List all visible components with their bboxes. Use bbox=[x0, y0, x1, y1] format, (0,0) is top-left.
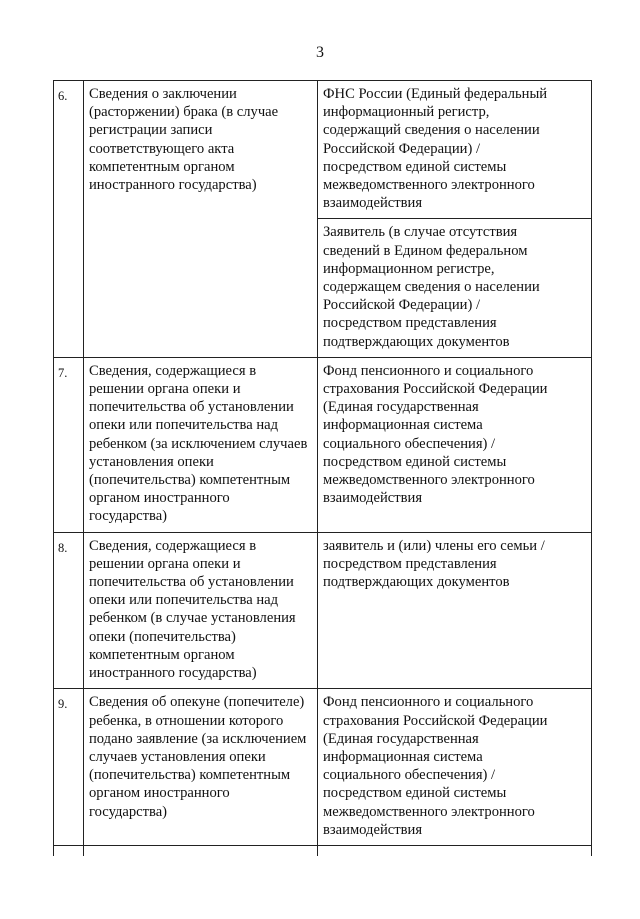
source-cell: Фонд пенсионного и социального страхования Российской Федерации (Единая государственная информационная система социального обеспечения) / посредством единой системы межведомственного электронного взаимодействия bbox=[318, 689, 592, 846]
table-continuation bbox=[54, 845, 592, 856]
info-cell: Сведения, содержащиеся в решении органа опеки и попечительства об установлении опеки или попечительства над ребенком (в случае установления опеки (попечительства) компетентным органом иностранного государства) bbox=[84, 532, 318, 689]
table-row bbox=[54, 532, 592, 689]
document-table bbox=[53, 80, 592, 856]
row-number: 6. bbox=[54, 81, 84, 358]
table-row bbox=[54, 81, 592, 219]
source-cell: Заявитель (в случае отсутствия сведений в Едином федеральном информационном регистре, содержащем сведения о населении Российской Федерации) / посредством представления подтверждающих документов bbox=[318, 219, 592, 357]
row-number: 9. bbox=[54, 689, 84, 846]
row-number: 8. bbox=[54, 532, 84, 689]
row-number: 7. bbox=[54, 357, 84, 532]
source-cell: ФНС России (Единый федеральный информационный регистр, содержащий сведения о населении Российской Федерации) / посредством единой системы межведомственного электронного взаимодействия bbox=[318, 81, 592, 219]
info-cell: Сведения, содержащиеся в решении органа опеки и попечительства об установлении опеки или попечительства над ребенком (за исключением случаев установления опеки (попечительства) компетентным органом иностранного государства) bbox=[84, 357, 318, 532]
info-cell: Сведения о заключении (расторжении) брака (в случае регистрации записи соответствующего акта компетентным органом иностранного государства) bbox=[84, 81, 318, 358]
info-cell: Сведения об опекуне (попечителе) ребенка, в отношении которого подано заявление (за исключением случаев установления опеки (попечительства) компетентным органом иностранного государства) bbox=[84, 689, 318, 846]
table-row bbox=[54, 357, 592, 532]
table-row bbox=[54, 689, 592, 846]
source-cell: заявитель и (или) члены его семьи / посредством представления подтверждающих документов bbox=[318, 532, 592, 689]
source-cell: Фонд пенсионного и социального страхования Российской Федерации (Единая государственная информационная система социального обеспечения) / посредством единой системы межведомственного электронного взаимодействия bbox=[318, 357, 592, 532]
page-number: 3 bbox=[316, 44, 324, 61]
